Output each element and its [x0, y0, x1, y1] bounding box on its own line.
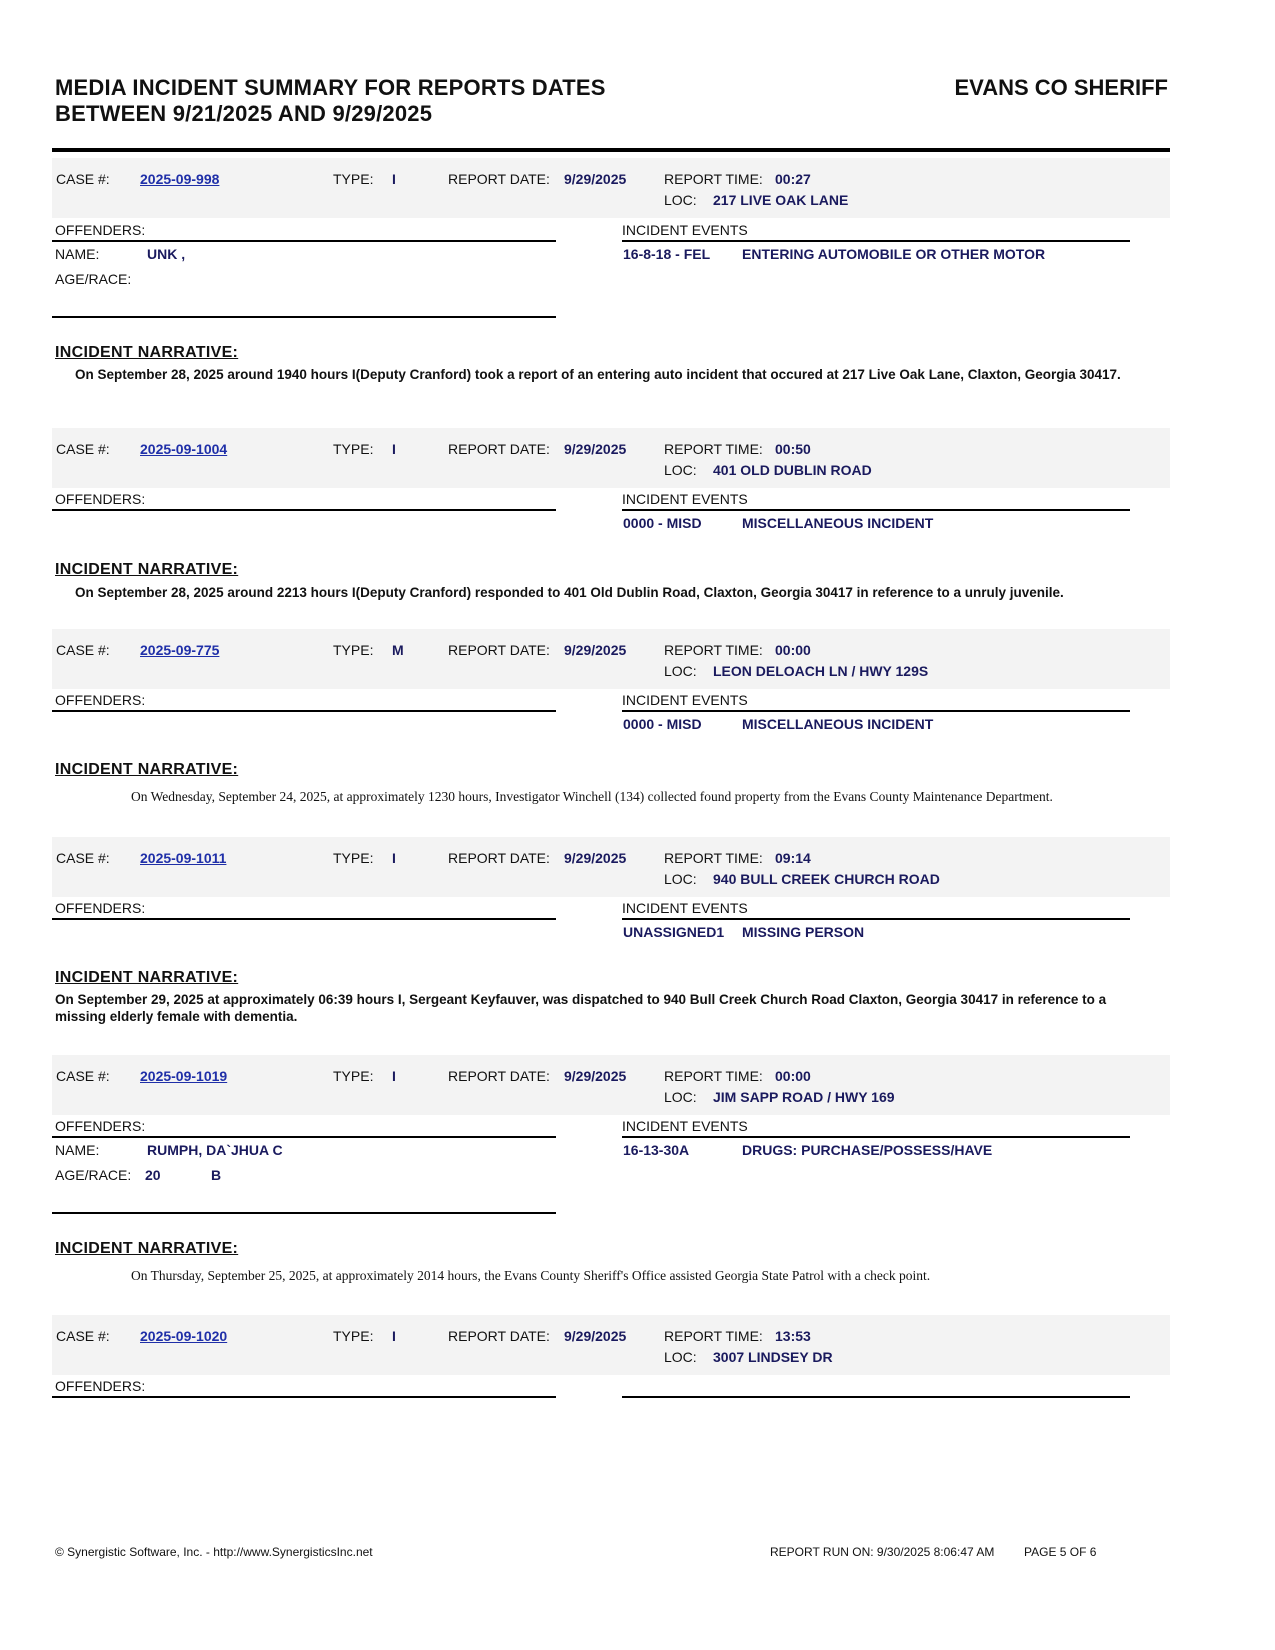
- report-time: 00:00: [775, 642, 811, 658]
- case-type: I: [392, 441, 396, 457]
- narrative-heading: INCIDENT NARRATIVE:: [55, 969, 239, 986]
- offenders-divider: [52, 1136, 556, 1138]
- loc-label: LOC:: [664, 1349, 697, 1365]
- offenders-divider: [52, 1396, 556, 1398]
- footer-run-on: REPORT RUN ON: 9/30/2025 8:06:47 AM: [770, 1545, 995, 1559]
- case-header-band: [52, 837, 1170, 897]
- case-label: CASE #:: [56, 850, 110, 866]
- offenders-label: OFFENDERS:: [55, 900, 146, 916]
- events-divider: [622, 509, 1130, 511]
- report-date: 9/29/2025: [564, 1328, 627, 1344]
- loc-label: LOC:: [664, 192, 697, 208]
- offender-name: UNK ,: [147, 246, 186, 262]
- narrative-heading: INCIDENT NARRATIVE:: [55, 761, 239, 778]
- loc-label: LOC:: [664, 1089, 697, 1105]
- report-date-label: REPORT DATE:: [448, 441, 550, 457]
- offenders-label: OFFENDERS:: [55, 1118, 146, 1134]
- agency-name: EVANS CO SHERIFF: [954, 75, 1168, 100]
- case-number-link[interactable]: 2025-09-775: [140, 642, 220, 658]
- report-time-label: REPORT TIME:: [664, 1068, 763, 1084]
- report-date-label: REPORT DATE:: [448, 850, 550, 866]
- report-time: 00:27: [775, 171, 811, 187]
- narrative-heading: INCIDENT NARRATIVE:: [55, 561, 239, 578]
- case-number-link[interactable]: 2025-09-1020: [140, 1328, 228, 1344]
- case-header-band: [52, 629, 1170, 689]
- offenders-label: OFFENDERS:: [55, 1378, 146, 1394]
- offenders-label: OFFENDERS:: [55, 491, 146, 507]
- type-label: TYPE:: [333, 1328, 374, 1344]
- name-label: NAME:: [55, 246, 100, 262]
- report-date: 9/29/2025: [564, 441, 627, 457]
- case-label: CASE #:: [56, 1328, 110, 1344]
- events-divider: [622, 918, 1130, 920]
- header-divider: [52, 148, 1170, 152]
- case-type: M: [392, 642, 404, 658]
- report-time-label: REPORT TIME:: [664, 441, 763, 457]
- report-date-label: REPORT DATE:: [448, 642, 550, 658]
- narrative-text: On September 28, 2025 around 1940 hours I(Deputy Cranford) took a report of an entering auto incident that occured at 217 Live Oak Lane, Claxton, Georgia 30417.: [75, 367, 1121, 382]
- event-code: 16-8-18 - FEL: [623, 246, 711, 262]
- report-time-label: REPORT TIME:: [664, 642, 763, 658]
- case-number-link[interactable]: 2025-09-1004: [140, 441, 228, 457]
- case-type: I: [392, 850, 396, 866]
- case-header-band: [52, 428, 1170, 488]
- event-description: MISCELLANEOUS INCIDENT: [742, 515, 934, 531]
- offender-age: 20: [145, 1167, 161, 1183]
- events-divider: [622, 1396, 1130, 1398]
- offenders-label: OFFENDERS:: [55, 692, 146, 708]
- incident-events-label: INCIDENT EVENTS: [622, 692, 748, 708]
- offender-race: B: [211, 1167, 222, 1183]
- report-time: 09:14: [775, 850, 811, 866]
- case-label: CASE #:: [56, 441, 110, 457]
- events-divider: [622, 710, 1130, 712]
- report-time: 00:00: [775, 1068, 811, 1084]
- report-time-label: REPORT TIME:: [664, 1328, 763, 1344]
- offender-name: RUMPH, DA`JHUA C: [147, 1142, 283, 1158]
- report-date: 9/29/2025: [564, 171, 627, 187]
- case-type: I: [392, 1328, 396, 1344]
- report-date: 9/29/2025: [564, 850, 627, 866]
- footer-page-number: PAGE 5 OF 6: [1024, 1545, 1097, 1559]
- offenders-divider: [52, 509, 556, 511]
- location: 217 LIVE OAK LANE: [713, 192, 849, 208]
- report-title-line2: BETWEEN 9/21/2025 AND 9/29/2025: [55, 101, 433, 126]
- footer-copyright: © Synergistic Software, Inc. - http://www.SynergisticsInc.net: [55, 1545, 373, 1559]
- report-time-label: REPORT TIME:: [664, 850, 763, 866]
- event-code: UNASSIGNED1: [623, 924, 725, 940]
- loc-label: LOC:: [664, 871, 697, 887]
- narrative-heading: INCIDENT NARRATIVE:: [55, 1240, 239, 1257]
- event-description: MISCELLANEOUS INCIDENT: [742, 716, 934, 732]
- loc-label: LOC:: [664, 462, 697, 478]
- events-divider: [622, 240, 1130, 242]
- case-label: CASE #:: [56, 171, 110, 187]
- event-description: ENTERING AUTOMOBILE OR OTHER MOTOR: [742, 246, 1046, 262]
- incident-events-label: INCIDENT EVENTS: [622, 491, 748, 507]
- case-label: CASE #:: [56, 1068, 110, 1084]
- narrative-text: On September 29, 2025 at approximately 06:39 hours I, Sergeant Keyfauver, was dispatched to 940 Bull Creek Church Road Claxton, Georgia 30417 in reference to a missing elderly female with dementia.: [55, 992, 1107, 1024]
- offenders-divider: [52, 918, 556, 920]
- type-label: TYPE:: [333, 850, 374, 866]
- offenders-divider: [52, 240, 556, 242]
- location: 401 OLD DUBLIN ROAD: [713, 462, 872, 478]
- case-label: CASE #:: [56, 642, 110, 658]
- case-number-link[interactable]: 2025-09-998: [140, 171, 220, 187]
- report-date: 9/29/2025: [564, 642, 627, 658]
- incident-events-label: INCIDENT EVENTS: [622, 1118, 748, 1134]
- event-description: DRUGS: PURCHASE/POSSESS/HAVE: [742, 1142, 993, 1158]
- type-label: TYPE:: [333, 171, 374, 187]
- type-label: TYPE:: [333, 1068, 374, 1084]
- report-title-line1: MEDIA INCIDENT SUMMARY FOR REPORTS DATES: [55, 75, 606, 100]
- loc-label: LOC:: [664, 663, 697, 679]
- report-time-label: REPORT TIME:: [664, 171, 763, 187]
- case-number-link[interactable]: 2025-09-1011: [140, 850, 227, 866]
- offender-block-divider: [52, 1212, 556, 1214]
- name-label: NAME:: [55, 1142, 100, 1158]
- type-label: TYPE:: [333, 441, 374, 457]
- age-race-label: AGE/RACE:: [55, 271, 132, 287]
- case-type: I: [392, 171, 396, 187]
- case-number-link[interactable]: 2025-09-1019: [140, 1068, 228, 1084]
- offender-block-divider: [52, 316, 556, 318]
- events-divider: [622, 1136, 1130, 1138]
- age-race-label: AGE/RACE:: [55, 1167, 132, 1183]
- offenders-divider: [52, 710, 556, 712]
- incident-events-label: INCIDENT EVENTS: [622, 900, 748, 916]
- case-header-band: [52, 1055, 1170, 1115]
- location: 940 BULL CREEK CHURCH ROAD: [713, 871, 940, 887]
- report-title: [55, 75, 606, 127]
- type-label: TYPE:: [333, 642, 374, 658]
- incident-events-label: INCIDENT EVENTS: [622, 222, 748, 238]
- narrative-text: On Wednesday, September 24, 2025, at approximately 1230 hours, Investigator Winchell (134) collected found property from the Evans County Maintenance Department.: [131, 789, 1053, 804]
- location: LEON DELOACH LN / HWY 129S: [713, 663, 929, 679]
- offenders-label: OFFENDERS:: [55, 222, 146, 238]
- report-time: 00:50: [775, 441, 811, 457]
- case-header-band: [52, 1315, 1170, 1375]
- report-date-label: REPORT DATE:: [448, 1068, 550, 1084]
- location: JIM SAPP ROAD / HWY 169: [713, 1089, 895, 1105]
- event-code: 0000 - MISD: [623, 515, 702, 531]
- report-date: 9/29/2025: [564, 1068, 627, 1084]
- event-code: 16-13-30A: [623, 1142, 690, 1158]
- event-code: 0000 - MISD: [623, 716, 702, 732]
- event-description: MISSING PERSON: [742, 924, 865, 940]
- case-header-band: [52, 158, 1170, 218]
- report-time: 13:53: [775, 1328, 811, 1344]
- report-date-label: REPORT DATE:: [448, 1328, 550, 1344]
- narrative-heading: INCIDENT NARRATIVE:: [55, 344, 239, 361]
- location: 3007 LINDSEY DR: [713, 1349, 833, 1365]
- narrative-text: On September 28, 2025 around 2213 hours I(Deputy Cranford) responded to 401 Old Dublin Road, Claxton, Georgia 30417 in reference to a unruly juvenile.: [75, 585, 1064, 600]
- case-type: I: [392, 1068, 396, 1084]
- narrative-text: On Thursday, September 25, 2025, at approximately 2014 hours, the Evans County Sheriff's Office assisted Georgia State Patrol with a check point.: [131, 1268, 931, 1283]
- report-date-label: REPORT DATE:: [448, 171, 550, 187]
